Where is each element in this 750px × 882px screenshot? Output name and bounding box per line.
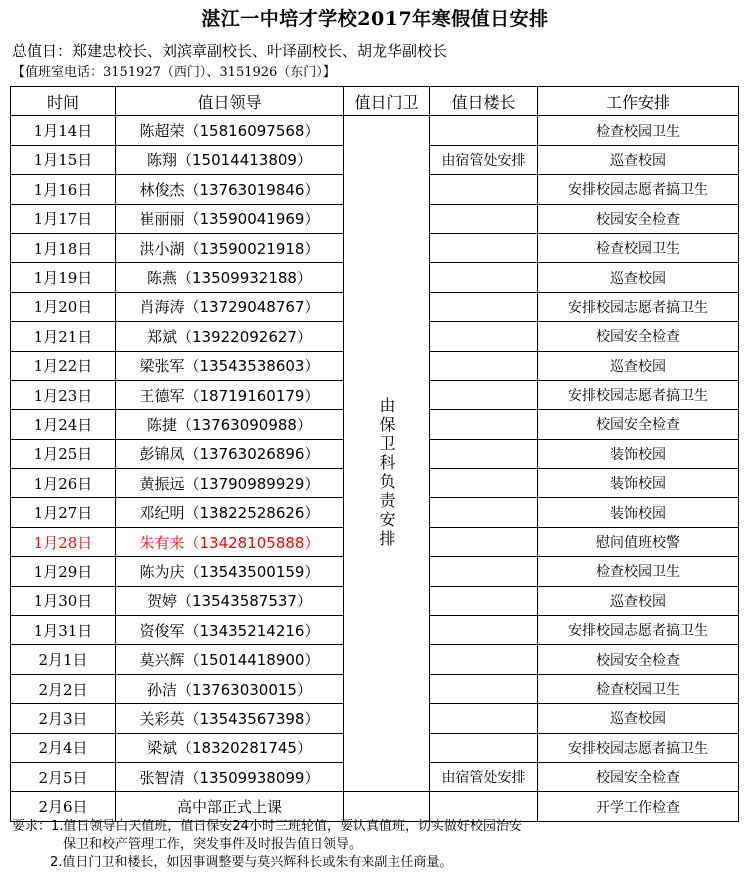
cell-date: 2月4日 xyxy=(11,733,116,762)
cell-work: 巡查校园 xyxy=(538,704,739,733)
cell-building xyxy=(430,351,538,380)
cell-work: 开学工作检查 xyxy=(538,792,739,821)
table-row xyxy=(11,116,739,145)
table-header-row xyxy=(11,87,739,116)
header-gate: 值日门卫 xyxy=(344,87,430,116)
cell-leader: 王德军（18719160179） xyxy=(116,380,344,409)
cell-work: 安排校园志愿者搞卫生 xyxy=(538,380,739,409)
table-row xyxy=(11,792,739,821)
cell-work: 安排校园志愿者搞卫生 xyxy=(538,292,739,321)
cell-leader: 梁斌（18320281745） xyxy=(116,733,344,762)
cell-work: 检查校园卫生 xyxy=(538,557,739,586)
cell-date: 1月18日 xyxy=(11,233,116,262)
cell-work: 装饰校园 xyxy=(538,498,739,527)
note-line-1: 要求：1.值日领导白天值班，值日保安24小时三班轮值，要认真值班，切实做好校园治安 xyxy=(12,819,522,834)
cell-building xyxy=(430,645,538,674)
cell-building xyxy=(430,410,538,439)
cell-building xyxy=(430,557,538,586)
cell-leader: 洪小湖（13590021918） xyxy=(116,233,344,262)
cell-leader: 梁张军（13543538603） xyxy=(116,351,344,380)
cell-work: 慰问值班校警 xyxy=(538,527,739,556)
cell-work: 校园安全检查 xyxy=(538,322,739,351)
cell-leader: 资俊军（13435214216） xyxy=(116,616,344,645)
duty-schedule-table xyxy=(10,86,739,822)
cell-date: 1月27日 xyxy=(11,498,116,527)
cell-date: 1月16日 xyxy=(11,175,116,204)
cell-work: 检查校园卫生 xyxy=(538,116,739,145)
cell-gate xyxy=(344,792,430,821)
cell-work: 校园安全检查 xyxy=(538,410,739,439)
cell-leader: 孙洁（13763030015） xyxy=(116,674,344,703)
cell-date: 1月30日 xyxy=(11,586,116,615)
cell-building xyxy=(430,792,538,821)
cell-leader: 贺婷（13543587537） xyxy=(116,586,344,615)
cell-work: 校园安全检查 xyxy=(538,762,739,791)
cell-date: 1月26日 xyxy=(11,469,116,498)
cell-leader: 黄振远（13790989929） xyxy=(116,469,344,498)
cell-date: 2月6日 xyxy=(11,792,116,821)
cell-date: 1月31日 xyxy=(11,616,116,645)
cell-building xyxy=(430,263,538,292)
cell-work: 检查校园卫生 xyxy=(538,674,739,703)
cell-leader: 陈为庆（13543500159） xyxy=(116,557,344,586)
cell-date: 2月3日 xyxy=(11,704,116,733)
cell-leader: 高中部正式上课 xyxy=(116,792,344,821)
cell-leader: 肖海涛（13729048767） xyxy=(116,292,344,321)
cell-work: 安排校园志愿者搞卫生 xyxy=(538,733,739,762)
cell-building xyxy=(430,380,538,409)
cell-work: 巡查校园 xyxy=(538,351,739,380)
cell-leader: 陈超荣（15816097568） xyxy=(116,116,344,145)
note-line-3: 2.值日门卫和楼长，如因事调整要与莫兴辉科长或朱有来副主任商量。 xyxy=(50,855,453,870)
cell-building xyxy=(430,469,538,498)
cell-date: 1月15日 xyxy=(11,145,116,174)
cell-work: 巡查校园 xyxy=(538,145,739,174)
cell-work: 安排校园志愿者搞卫生 xyxy=(538,175,739,204)
cell-work: 装饰校园 xyxy=(538,439,739,468)
cell-building: 由宿管处安排 xyxy=(430,145,538,174)
cell-work: 校园安全检查 xyxy=(538,204,739,233)
cell-date: 2月1日 xyxy=(11,645,116,674)
cell-building xyxy=(430,233,538,262)
cell-work: 安排校园志愿者搞卫生 xyxy=(538,616,739,645)
cell-date: 1月14日 xyxy=(11,116,116,145)
cell-date: 1月22日 xyxy=(11,351,116,380)
header-leader: 值日领导 xyxy=(116,87,344,116)
cell-building xyxy=(430,204,538,233)
cell-leader: 郑斌（13922092627） xyxy=(116,322,344,351)
cell-leader: 陈翔（15014413809） xyxy=(116,145,344,174)
cell-building xyxy=(430,586,538,615)
general-duty-line: 总值日：郑建忠校长、刘滨章副校长、叶译副校长、胡龙华副校长 xyxy=(12,42,448,60)
cell-date: 1月28日 xyxy=(11,527,116,556)
header-work: 工作安排 xyxy=(538,87,739,116)
cell-building xyxy=(430,674,538,703)
cell-work: 巡查校园 xyxy=(538,586,739,615)
cell-date: 1月24日 xyxy=(11,410,116,439)
cell-leader: 崔丽丽（13590041969） xyxy=(116,204,344,233)
cell-work: 巡查校园 xyxy=(538,263,739,292)
cell-leader: 陈捷（13763090988） xyxy=(116,410,344,439)
cell-date: 1月23日 xyxy=(11,380,116,409)
cell-leader: 关彩英（13543567398） xyxy=(116,704,344,733)
cell-building xyxy=(430,116,538,145)
requirements-notes xyxy=(12,818,522,872)
cell-work: 装饰校园 xyxy=(538,469,739,498)
cell-date: 2月5日 xyxy=(11,762,116,791)
cell-building xyxy=(430,322,538,351)
cell-leader: 陈燕（13509932188） xyxy=(116,263,344,292)
cell-date: 1月21日 xyxy=(11,322,116,351)
cell-building xyxy=(430,733,538,762)
header-building: 值日楼长 xyxy=(430,87,538,116)
cell-date: 2月2日 xyxy=(11,674,116,703)
cell-building: 由宿管处安排 xyxy=(430,762,538,791)
cell-leader: 林俊杰（13763019846） xyxy=(116,175,344,204)
cell-leader: 张智清（13509938099） xyxy=(116,762,344,791)
cell-building xyxy=(430,616,538,645)
cell-leader: 朱有来（13428105888） xyxy=(116,527,344,556)
cell-building xyxy=(430,498,538,527)
cell-leader: 邓纪明（13822528626） xyxy=(116,498,344,527)
page-title: 湛江一中培才学校2017年寒假值日安排 xyxy=(201,8,549,30)
cell-building xyxy=(430,704,538,733)
cell-date: 1月19日 xyxy=(11,263,116,292)
table-body xyxy=(11,116,739,821)
cell-building xyxy=(430,292,538,321)
header-date: 时间 xyxy=(11,87,116,116)
cell-building xyxy=(430,175,538,204)
cell-date: 1月29日 xyxy=(11,557,116,586)
cell-work: 校园安全检查 xyxy=(538,645,739,674)
cell-date: 1月20日 xyxy=(11,292,116,321)
cell-building xyxy=(430,527,538,556)
cell-work: 检查校园卫生 xyxy=(538,233,739,262)
cell-leader: 莫兴辉（15014418900） xyxy=(116,645,344,674)
note-line-2: 保卫和校产管理工作，突发事件及时报告值日领导。 xyxy=(63,837,363,852)
cell-date: 1月17日 xyxy=(11,204,116,233)
cell-leader: 彭锦凤（13763026896） xyxy=(116,439,344,468)
cell-date: 1月25日 xyxy=(11,439,116,468)
gate-arrangement-text: 由保卫科负责安排 xyxy=(377,396,396,549)
duty-phone-line: 【值班室电话：3151927（西门）、3151926（东门）】 xyxy=(12,65,336,80)
cell-gate-merged xyxy=(344,116,430,792)
cell-building xyxy=(430,439,538,468)
